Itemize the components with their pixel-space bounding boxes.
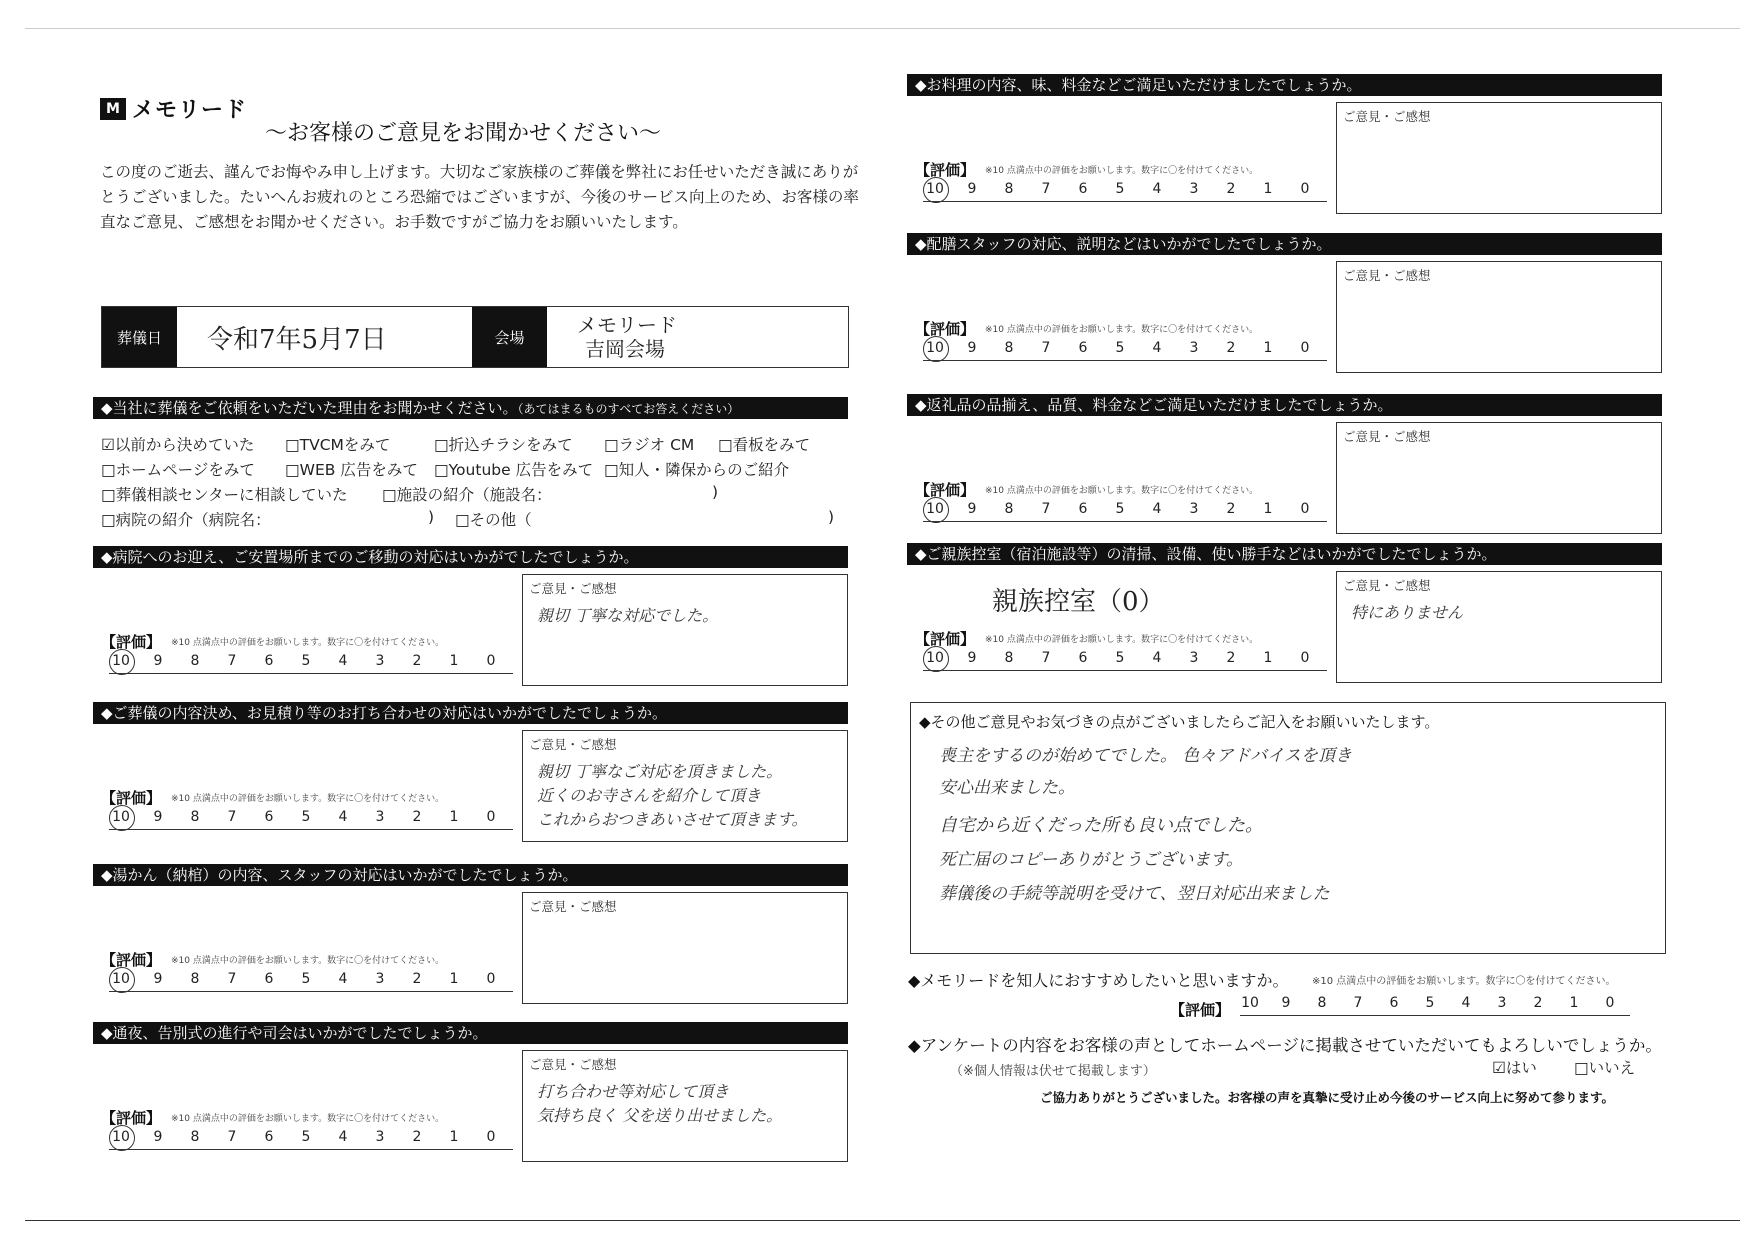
reason-checkbox[interactable]: □WEB 広告をみて <box>285 461 418 479</box>
comment-box[interactable] <box>1336 571 1662 683</box>
rating-option-8[interactable]: 8 <box>190 971 200 987</box>
rating-option-3[interactable]: 3 <box>1189 650 1199 666</box>
rating-option-9[interactable]: 9 <box>967 501 977 517</box>
rating-note: ※10 点満点中の評価をお願いします。数字に〇を付けてください。 <box>171 794 445 804</box>
comment-caption: ご意見・ご感想 <box>1343 268 1431 283</box>
rating-scale-line <box>923 360 1327 361</box>
rating-option-1[interactable]: 1 <box>1569 995 1579 1011</box>
rating-option-10[interactable]: 10 <box>112 809 130 825</box>
reason-checkbox[interactable]: □看板をみて <box>718 436 811 454</box>
comment-box[interactable] <box>522 1050 848 1162</box>
question-header: ◆通夜、告別式の進行や司会はいかがでしたでしょうか。 <box>93 1022 848 1044</box>
rating-option-10[interactable]: 10 <box>926 501 944 517</box>
logo <box>100 93 247 124</box>
rating-option-7[interactable]: 7 <box>1041 181 1051 197</box>
rating-option-10[interactable]: 10 <box>112 653 130 669</box>
rating-option-5[interactable]: 5 <box>1115 501 1125 517</box>
rating-option-3[interactable]: 3 <box>375 809 385 825</box>
reason-paren: ) <box>712 483 719 501</box>
rating-option-8[interactable]: 8 <box>190 809 200 825</box>
rating-option-3[interactable]: 3 <box>1189 340 1199 356</box>
rating-option-5[interactable]: 5 <box>1425 995 1435 1011</box>
rating-note: ※10 点満点中の評価をお願いします。数字に〇を付けてください。 <box>171 638 445 648</box>
venue-value-2: 吉岡会場 <box>585 337 665 361</box>
rating-option-1[interactable]: 1 <box>1263 340 1273 356</box>
rating-option-2[interactable]: 2 <box>1226 340 1236 356</box>
rating-option-10[interactable]: 10 <box>112 1129 130 1145</box>
rating-option-4[interactable]: 4 <box>1152 650 1162 666</box>
rating-option-0[interactable]: 0 <box>486 809 496 825</box>
rating-option-5[interactable]: 5 <box>301 971 311 987</box>
rating-option-6[interactable]: 6 <box>1078 650 1088 666</box>
rating-option-10[interactable]: 10 <box>1241 995 1259 1011</box>
rating-option-3[interactable]: 3 <box>1189 501 1199 517</box>
question-header: ◆湯かん（納棺）の内容、スタッフの対応はいかがでしたでしょうか。 <box>93 864 848 886</box>
comment-caption: ご意見・ご感想 <box>529 737 617 752</box>
rating-option-0[interactable]: 0 <box>1300 340 1310 356</box>
rating-option-3[interactable]: 3 <box>375 971 385 987</box>
publish-note: （※個人情報は伏せて掲載します） <box>950 1064 1156 1079</box>
rating-option-1[interactable]: 1 <box>449 653 459 669</box>
rating-scale-line <box>109 1149 513 1150</box>
rating-label: 【評価】 <box>915 320 976 338</box>
rating-option-2[interactable]: 2 <box>412 809 422 825</box>
rating-option-2[interactable]: 2 <box>412 653 422 669</box>
question-header: ◆病院へのお迎え、ご安置場所までのご移動の対応はいかがでしたでしょうか。 <box>93 546 848 568</box>
rating-selected-circle <box>109 805 135 831</box>
reasons-header <box>93 397 848 419</box>
rating-option-6[interactable]: 6 <box>264 653 274 669</box>
comment-caption: ご意見・ご感想 <box>529 1057 617 1072</box>
bottom-rule <box>25 1220 1740 1221</box>
rating-option-10[interactable]: 10 <box>112 971 130 987</box>
rating-scale-line <box>109 991 513 992</box>
rating-option-2[interactable]: 2 <box>1533 995 1543 1011</box>
rating-note: ※10 点満点中の評価をお願いします。数字に〇を付けてください。 <box>985 635 1259 645</box>
reason-checkbox[interactable]: □葬儀相談センターに相談していた <box>101 486 348 504</box>
rating-option-8[interactable]: 8 <box>190 653 200 669</box>
rating-option-0[interactable]: 0 <box>1605 995 1615 1011</box>
comment-handwriting: 打ち合わせ等対応して頂き <box>537 1082 730 1101</box>
rating-option-4[interactable]: 4 <box>338 1129 348 1145</box>
rating-note: ※10 点満点中の評価をお願いします。数字に〇を付けてください。 <box>985 166 1259 176</box>
rating-option-10[interactable]: 10 <box>926 340 944 356</box>
rating-label: 【評価】 <box>915 161 976 179</box>
top-rule <box>25 28 1740 29</box>
rating-option-1[interactable]: 1 <box>449 1129 459 1145</box>
intro-text: この度のご逝去、謹んでお悔やみ申し上げます。大切なご家族様のご葬儀を弊社にお任せいただき誠にありがとうございました。たいへんお疲れのところ恐縮ではございますが、今後のサービス向上のため、お客様の率直なご意見、ご感想をお聞かせください。お手数ですがご協力をお願いいたします。 <box>100 163 859 231</box>
rating-option-5[interactable]: 5 <box>301 653 311 669</box>
other-comment-line: 葬儀後の手続等説明を受けて、翌日対応出来ました <box>939 884 1330 904</box>
rating-option-9[interactable]: 9 <box>967 650 977 666</box>
comment-handwriting: これからおつきあいさせて頂きます。 <box>537 810 808 829</box>
rating-selected-circle <box>109 1125 135 1151</box>
other-comments-header: ◆その他ご意見やお気づきの点がございましたらご記入をお願いいたします。 <box>919 713 1440 731</box>
rating-option-4[interactable]: 4 <box>338 809 348 825</box>
rating-option-4[interactable]: 4 <box>338 653 348 669</box>
rating-option-2[interactable]: 2 <box>1226 501 1236 517</box>
rating-option-10[interactable]: 10 <box>926 181 944 197</box>
rating-scale <box>101 623 521 683</box>
thanks-text: ご協力ありがとうございました。お客様の声を真摯に受け止め今後のサービス向上に努めて参ります。 <box>1040 1090 1615 1105</box>
reason-checkbox[interactable]: □病院の紹介（病院名： <box>101 511 271 529</box>
rating-scale-line <box>923 670 1327 671</box>
rating-option-6[interactable]: 6 <box>1078 501 1088 517</box>
other-comment-line: 自宅から近くだった所も良い点でした。 <box>939 815 1263 836</box>
rating-option-7[interactable]: 7 <box>1041 340 1051 356</box>
rating-scale-line <box>923 201 1327 202</box>
publish-question: ◆アンケートの内容をお客様の声としてホームページに掲載させていただいてもよろしいでしょうか。 <box>908 1036 1662 1055</box>
rating-option-8[interactable]: 8 <box>1004 501 1014 517</box>
recommend-question: ◆メモリードを知人におすすめしたいと思いますか。 <box>908 971 1289 990</box>
rating-label: 【評価】 <box>101 789 162 807</box>
rating-option-7[interactable]: 7 <box>1041 501 1051 517</box>
reason-paren: ) <box>428 508 435 526</box>
comment-box[interactable] <box>522 892 848 1004</box>
comment-handwriting: 近くのお寺さんを紹介して頂き <box>537 786 762 805</box>
question-header: ◆ご葬儀の内容決め、お見積り等のお打ち合わせの対応はいかがでしたでしょうか。 <box>93 702 848 724</box>
comment-box[interactable] <box>1336 422 1662 534</box>
rating-option-1[interactable]: 1 <box>449 971 459 987</box>
rating-option-2[interactable]: 2 <box>1226 650 1236 666</box>
rating-option-8[interactable]: 8 <box>190 1129 200 1145</box>
reason-checkbox[interactable]: □その他（ <box>455 511 532 529</box>
rating-option-4[interactable]: 4 <box>1152 181 1162 197</box>
comment-handwriting: 気持ち良く 父を送り出せました。 <box>537 1106 783 1125</box>
rating-option-7[interactable]: 7 <box>227 809 237 825</box>
rating-option-9[interactable]: 9 <box>153 653 163 669</box>
reason-checkbox[interactable]: □TVCMをみて <box>285 436 391 454</box>
rating-option-6[interactable]: 6 <box>1078 340 1088 356</box>
rating-note: ※10 点満点中の評価をお願いします。数字に〇を付けてください。 <box>171 956 445 966</box>
rating-option-6[interactable]: 6 <box>1389 995 1399 1011</box>
venue-value <box>547 307 677 367</box>
comment-box[interactable] <box>1336 261 1662 373</box>
rating-selected-circle <box>923 646 949 672</box>
reason-checkbox[interactable]: □施設の紹介（施設名： <box>382 486 552 504</box>
comment-handwriting: 親切 丁寧なご対応を頂きました。 <box>537 762 783 781</box>
rating-option-6[interactable]: 6 <box>264 809 274 825</box>
rating-option-0[interactable]: 0 <box>1300 650 1310 666</box>
rating-option-0[interactable]: 0 <box>486 971 496 987</box>
reasons-header-text: ◆当社に葬儀をご依頼をいただいた理由をお聞かせください。 <box>101 399 518 417</box>
rating-scale-line <box>1240 1015 1630 1016</box>
reason-checkbox[interactable]: □ラジオ CM <box>604 436 695 454</box>
rating-option-1[interactable]: 1 <box>1263 501 1273 517</box>
reasons-header-note: （あてはまるものすべてお答えください） <box>517 402 740 416</box>
other-comment-line: 死亡届のコピーありがとうございます。 <box>939 850 1243 870</box>
venue-label: 会場 <box>472 307 547 367</box>
question-header: ◆配膳スタッフの対応、説明などはいかがでしたでしょうか。 <box>907 233 1662 255</box>
rating-option-4[interactable]: 4 <box>1152 340 1162 356</box>
rating-option-8[interactable]: 8 <box>1004 650 1014 666</box>
rating-scale <box>915 151 1335 211</box>
rating-option-0[interactable]: 0 <box>1300 501 1310 517</box>
rating-option-6[interactable]: 6 <box>264 971 274 987</box>
funeral-date-value: 令和7年5月7日 <box>207 324 387 355</box>
rating-option-9[interactable]: 9 <box>153 971 163 987</box>
rating-option-9[interactable]: 9 <box>153 1129 163 1145</box>
reason-checkbox[interactable]: □知人・隣保からのご紹介 <box>604 461 790 479</box>
comment-box[interactable] <box>522 574 848 686</box>
rating-scale <box>101 779 521 839</box>
page-title: 〜お客様のご意見をお聞かせください〜 <box>265 121 662 146</box>
rating-option-3[interactable]: 3 <box>1189 181 1199 197</box>
rating-option-4[interactable]: 4 <box>1152 501 1162 517</box>
comment-box[interactable] <box>522 730 848 842</box>
rating-option-10[interactable]: 10 <box>926 650 944 666</box>
rating-note: ※10 点満点中の評価をお願いします。数字に〇を付けてください。 <box>985 486 1259 496</box>
comment-caption: ご意見・ご感想 <box>1343 429 1431 444</box>
rating-option-8[interactable]: 8 <box>1004 181 1014 197</box>
rating-scale-line <box>109 829 513 830</box>
rating-selected-circle <box>109 649 135 675</box>
reason-checkbox[interactable]: □ホームページをみて <box>101 461 255 479</box>
rating-option-0[interactable]: 0 <box>1300 181 1310 197</box>
rating-option-8[interactable]: 8 <box>1004 340 1014 356</box>
rating-option-1[interactable]: 1 <box>449 809 459 825</box>
rating-option-8[interactable]: 8 <box>1317 995 1327 1011</box>
rating-scale <box>915 310 1335 370</box>
rating-selected-circle <box>923 336 949 362</box>
rating-selected-circle <box>109 967 135 993</box>
rating-option-9[interactable]: 9 <box>153 809 163 825</box>
rating-scale-line <box>109 673 513 674</box>
rating-option-1[interactable]: 1 <box>1263 650 1273 666</box>
rating-option-3[interactable]: 3 <box>1497 995 1507 1011</box>
rating-option-0[interactable]: 0 <box>486 653 496 669</box>
recommend-note: ※10 点満点中の評価をお願いします。数字に〇を付けてください。 <box>1312 976 1616 987</box>
question-header: ◆ご親族控室（宿泊施設等）の清掃、設備、使い勝手などはいかがでしたでしょうか。 <box>907 543 1662 565</box>
rating-label: 【評価】 <box>1170 1001 1231 1019</box>
logo-mark: M <box>100 98 126 120</box>
rating-scale <box>915 620 1335 680</box>
rating-label: 【評価】 <box>915 630 976 648</box>
comment-handwriting: 特にありません <box>1351 603 1464 622</box>
rating-option-6[interactable]: 6 <box>1078 181 1088 197</box>
rating-option-5[interactable]: 5 <box>1115 650 1125 666</box>
rating-option-3[interactable]: 3 <box>375 653 385 669</box>
funeral-info-box <box>101 306 849 368</box>
comment-handwriting: 親切 丁寧な対応でした。 <box>537 606 719 625</box>
rating-selected-circle <box>923 177 949 203</box>
rating-option-4[interactable]: 4 <box>1461 995 1471 1011</box>
rating-option-7[interactable]: 7 <box>227 653 237 669</box>
rating-option-4[interactable]: 4 <box>338 971 348 987</box>
rating-scale <box>915 471 1335 531</box>
rating-option-7[interactable]: 7 <box>1353 995 1363 1011</box>
rating-option-5[interactable]: 5 <box>1115 181 1125 197</box>
rating-option-5[interactable]: 5 <box>301 809 311 825</box>
question-header: ◆お料理の内容、味、料金などご満足いただけましたでしょうか。 <box>907 74 1662 96</box>
rating-option-3[interactable]: 3 <box>375 1129 385 1145</box>
rating-option-2[interactable]: 2 <box>1226 181 1236 197</box>
reason-checkbox[interactable]: ☑以前から決めていた <box>101 436 255 454</box>
reason-checkbox[interactable]: □折込チラシをみて <box>434 436 573 454</box>
other-comment-line: 安心出来ました。 <box>939 778 1075 798</box>
rating-option-9[interactable]: 9 <box>1281 995 1291 1011</box>
rating-label: 【評価】 <box>101 1109 162 1127</box>
comment-box[interactable] <box>1336 102 1662 214</box>
rating-option-7[interactable]: 7 <box>227 971 237 987</box>
rating-option-2[interactable]: 2 <box>412 971 422 987</box>
rating-label: 【評価】 <box>101 951 162 969</box>
rating-scale-line <box>923 521 1327 522</box>
rating-label: 【評価】 <box>101 633 162 651</box>
publish-no-checkbox[interactable]: □いいえ <box>1574 1059 1636 1077</box>
comment-caption: ご意見・ご感想 <box>529 899 617 914</box>
comment-caption: ご意見・ご感想 <box>1343 578 1431 593</box>
rating-option-2[interactable]: 2 <box>412 1129 422 1145</box>
funeral-date-label: 葬儀日 <box>102 307 177 367</box>
publish-yes-checkbox[interactable]: ☑はい <box>1492 1059 1537 1077</box>
rating-option-9[interactable]: 9 <box>967 181 977 197</box>
other-comment-line: 喪主をするのが始めてでした。 色々アドバイスを頂き <box>939 746 1352 766</box>
rating-option-6[interactable]: 6 <box>264 1129 274 1145</box>
rating-note: ※10 点満点中の評価をお願いします。数字に〇を付けてください。 <box>171 1114 445 1124</box>
question-header: ◆返礼品の品揃え、品質、料金などご満足いただけましたでしょうか。 <box>907 394 1662 416</box>
rating-option-0[interactable]: 0 <box>486 1129 496 1145</box>
rating-option-1[interactable]: 1 <box>1263 181 1273 197</box>
comment-caption: ご意見・ご感想 <box>529 581 617 596</box>
rating-option-9[interactable]: 9 <box>967 340 977 356</box>
rating-option-5[interactable]: 5 <box>301 1129 311 1145</box>
reason-paren: ) <box>828 508 835 526</box>
rating-scale <box>101 941 521 1001</box>
reason-checkbox[interactable]: □Youtube 広告をみて <box>434 461 594 479</box>
rating-selected-circle <box>923 497 949 523</box>
logo-text: メモリード <box>132 98 248 123</box>
rating-option-7[interactable]: 7 <box>227 1129 237 1145</box>
rating-note: ※10 点満点中の評価をお願いします。数字に〇を付けてください。 <box>985 325 1259 335</box>
comment-caption: ご意見・ご感想 <box>1343 109 1431 124</box>
handwritten-note: 親族控室（0） <box>992 587 1165 617</box>
rating-option-5[interactable]: 5 <box>1115 340 1125 356</box>
rating-scale <box>101 1099 521 1159</box>
venue-value-1: メモリード <box>577 313 677 337</box>
rating-label: 【評価】 <box>915 481 976 499</box>
other-comments-box[interactable] <box>910 702 1666 954</box>
rating-option-7[interactable]: 7 <box>1041 650 1051 666</box>
